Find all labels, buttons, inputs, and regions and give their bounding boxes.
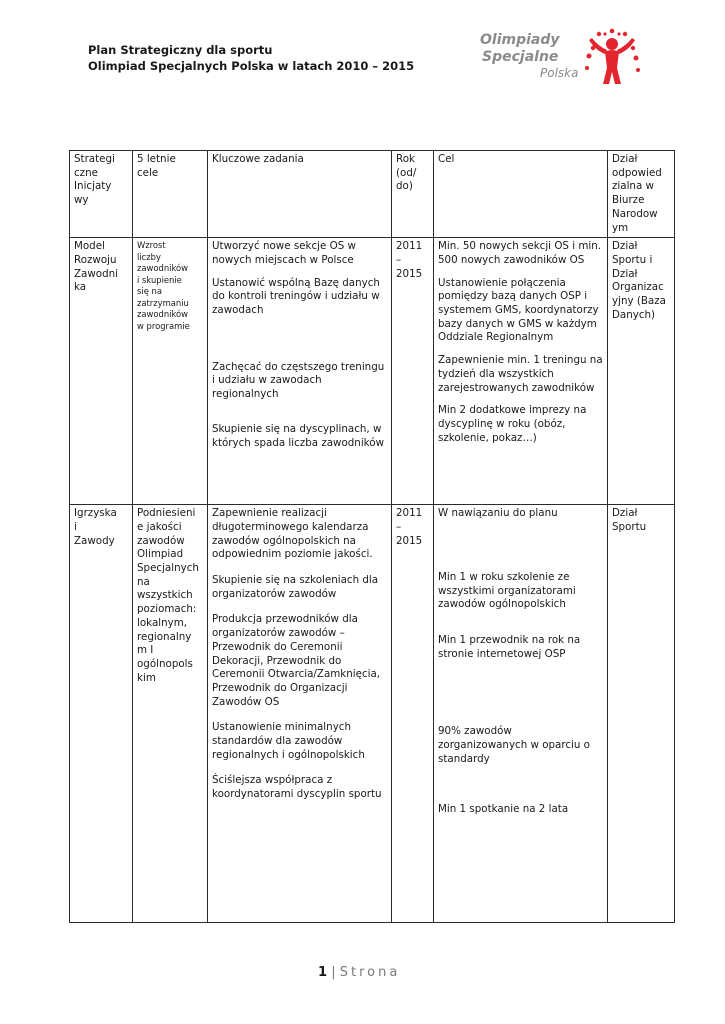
header-cell-year: Rok (od/ do) [392, 151, 434, 238]
task-item: Zapewnienie realizacji długoterminowego kalendarza zawodów ogólnopolskich na odpowiednim poziomie jakości. [212, 507, 373, 561]
target-item: Min 2 dodatkowe imprezy na dyscyplinę w roku (obóz, szkolenie, pokaz…) [438, 404, 587, 444]
task-item: Skupienie się na dyscyplinach, w których spada liczba zawodników [212, 422, 385, 449]
task-item: Zachęcać do częstszego treningu i udziału w zawodach regionalnych [212, 360, 385, 401]
goal-cell: Podniesieni e jakości zawodów Olimpiad Specjalnych na wszystkich poziomach: lokalnym, regionalny m I ogólnopols kim [133, 505, 208, 923]
logo-text-line2: Specjalne [482, 49, 559, 65]
department-cell: Dział Sportu [608, 505, 675, 923]
tasks-cell [208, 238, 392, 505]
target-item: Min. 50 nowych sekcji OS i min. 500 nowych zawodników OS [438, 240, 602, 266]
header-cell-tasks: Kluczowe zadania [208, 151, 392, 238]
header-cell-initiatives: Strategi czne Inicjaty wy [70, 151, 133, 238]
goal-cell: Wzrost liczby zawodników i skupienie się na zatrzymaniu zawodników w programie [133, 238, 208, 505]
target-item: Ustanowienie połączenia pomiędzy bazą danych OSP i systemem GMS, koordynatorzy bazy danych w GMS w każdym Oddziale Regionalnym [438, 276, 599, 344]
page-footer [318, 965, 400, 980]
target-item: W nawiązaniu do planu [438, 507, 558, 520]
target-item: Min 1 w roku szkolenie ze wszystkimi organizatorami zawodów ogólnopolskich [438, 570, 576, 611]
table-row [70, 238, 675, 505]
department-cell: Dział Sportu i Dział Organizac yjny (Baza Danych) [608, 238, 675, 505]
task-item: Produkcja przewodników dla organizatorów zawodów – Przewodnik do Ceremonii Dekoracji, Przewodnik do Ceremonii Otwarcia/Zamknięcia, Przewodnik do Organizacji Zawodów OS [212, 613, 381, 708]
strategic-plan-table [69, 150, 675, 923]
header-title-line1: Plan Strategiczny dla sportu [88, 43, 273, 57]
header-title-line2: Olimpiad Specjalnych Polska w latach 2010 – 2015 [88, 59, 415, 73]
footer-separator: | [331, 965, 336, 980]
target-cell [434, 505, 608, 923]
task-item: Ściślejsza współpraca z koordynatorami dyscyplin sportu [212, 774, 382, 801]
year-cell: 2011 – 2015 [392, 238, 434, 505]
initiative-cell: Model Rozwoju Zawodni ka [70, 238, 133, 505]
tasks-cell [208, 505, 392, 923]
table-header-row [70, 151, 675, 238]
document-header [88, 42, 418, 74]
target-item: Zapewnienie min. 1 treningu na tydzień dla wszystkich zarejestrowanych zawodników [438, 354, 603, 394]
target-cell [434, 238, 608, 505]
header-cell-goals: 5 letnie cele [133, 151, 208, 238]
header-cell-target: Cel [434, 151, 608, 238]
task-item: Ustanowienie minimalnych standardów dla zawodów regionalnych i ogólnopolskich [212, 721, 365, 761]
page-number: 1 [318, 965, 328, 980]
header-cell-department: Dział odpowied zialna w Biurze Narodow ym [608, 151, 675, 238]
task-item: Utworzyć nowe sekcje OS w nowych miejscach w Polsce [212, 240, 356, 266]
footer-label: Strona [339, 965, 401, 980]
task-item: Skupienie się na szkoleniach dla organizatorów zawodów [212, 574, 379, 600]
special-olympics-figure-icon [583, 28, 641, 88]
logo-text-line3: Polska [540, 66, 579, 80]
logo-text-line1: Olimpiady [480, 32, 560, 48]
target-item: 90% zawodów zorganizowanych w oparciu o standardy [438, 725, 590, 765]
table-row [70, 505, 675, 923]
olimpiady-specjalne-logo [478, 28, 638, 90]
initiative-cell: Igrzyska i Zawody [70, 505, 133, 923]
target-item: Min 1 przewodnik na rok na stronie internetowej OSP [438, 634, 581, 660]
year-cell: 2011 – 2015 [392, 505, 434, 923]
target-item: Min 1 spotkanie na 2 lata [438, 802, 569, 815]
task-item: Ustanowić wspólną Bazę danych do kontroli treningów i udziału w zawodach [212, 276, 380, 317]
